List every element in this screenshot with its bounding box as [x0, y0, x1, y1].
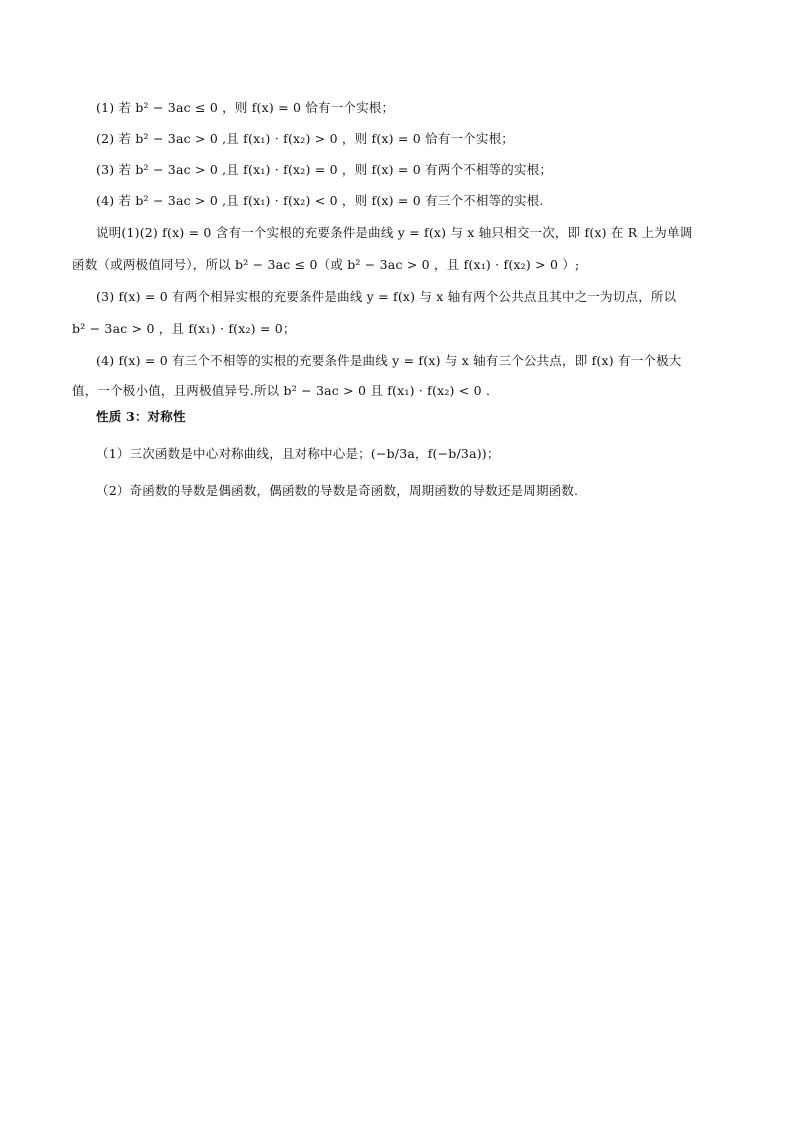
item-2: (2) 若 b² − 3ac > 0 ,且 f(x₁) · f(x₂) > 0 ，则 f(x) = 0 恰有一个实根； [96, 131, 514, 146]
explanation-1-line-2: 函数（或两极值同号），所以 b² − 3ac ≤ 0（或 b² − 3ac > 0 ，且 f(x₁) · f(x₂) > 0 ）; [72, 257, 580, 272]
explanation-2-line-2: b² − 3ac > 0 ，且 f(x₁) · f(x₂) = 0； [72, 321, 296, 336]
property-3-item-1: （1）三次函数是中心对称曲线，且对称中心是；(−b/3a，f(−b/3a))； [96, 446, 500, 461]
explanation-2-line-1: (3) f(x) = 0 有两个相异实根的充要条件是曲线 y = f(x) 与 x 轴有两个公共点且其中之一为切点，所以 [96, 289, 677, 304]
item-1: (1) 若 b² − 3ac ≤ 0 ，则 f(x) = 0 恰有一个实根； [96, 100, 395, 115]
explanation-3-line-2: 值，一个极小值，且两极值异号.所以 b² − 3ac > 0 且 f(x₁) · f(x₂) < 0 . [72, 383, 491, 398]
item-3: (3) 若 b² − 3ac > 0 ,且 f(x₁) · f(x₂) = 0 ，则 f(x) = 0 有两个不相等的实根； [96, 162, 553, 177]
explanation-1-line-1: 说明(1)(2) f(x) = 0 含有一个实根的充要条件是曲线 y = f(x) 与 x 轴只相交一次，即 f(x) 在 R 上为单调 [96, 225, 693, 240]
property-3-item-2: （2）奇函数的导数是偶函数，偶函数的导数是奇函数，周期函数的导数还是周期函数. [96, 483, 579, 498]
explanation-3-line-1: (4) f(x) = 0 有三个不相等的实根的充要条件是曲线 y = f(x) 与 x 轴有三个公共点，即 f(x) 有一个极大 [96, 353, 682, 368]
item-4: (4) 若 b² − 3ac > 0 ,且 f(x₁) · f(x₂) < 0 ，则 f(x) = 0 有三个不相等的实根. [96, 193, 544, 208]
property-3-heading: 性质 3：对称性 [96, 409, 186, 424]
